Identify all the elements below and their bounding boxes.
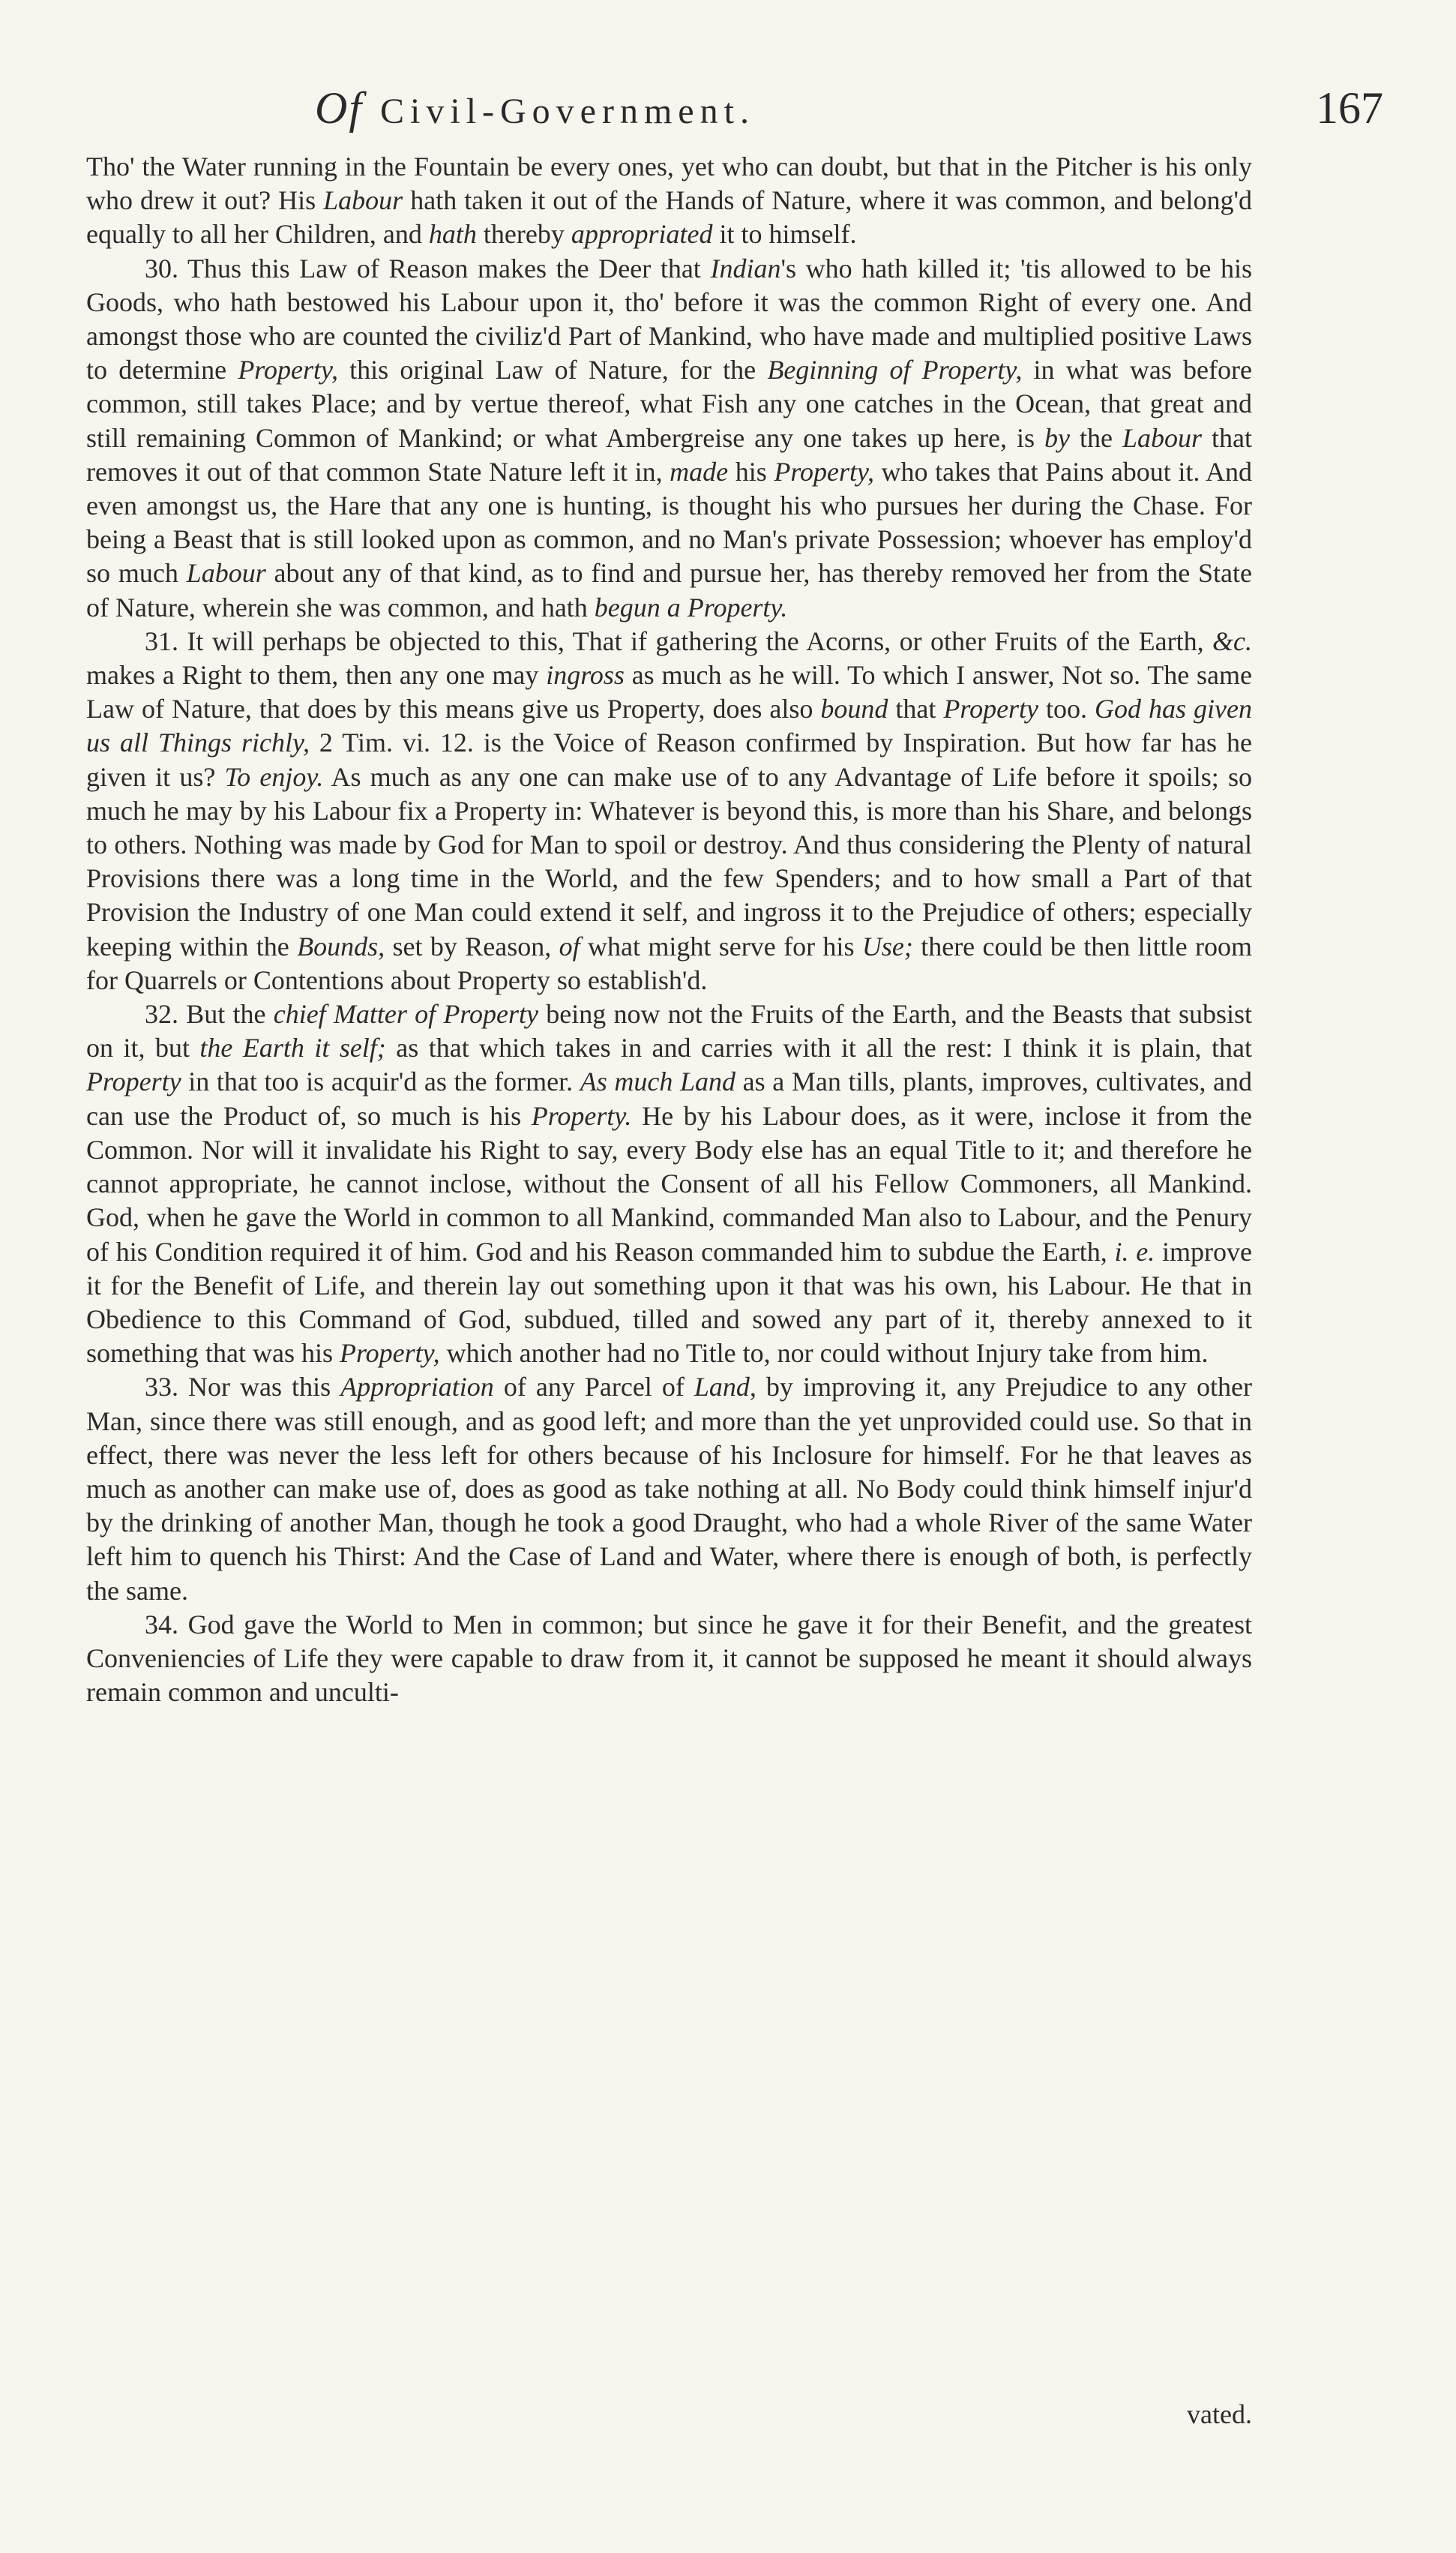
italic-text: the Earth it self; <box>199 1033 386 1064</box>
text-run: that <box>888 694 944 724</box>
text-run: set by Reason, <box>385 931 559 962</box>
italic-text: To enjoy. <box>224 761 324 792</box>
text-run: being now not the Fruits of the Earth, and the Beasts that subsist on it, but <box>86 999 1252 1064</box>
text-run: it to himself. <box>712 219 857 250</box>
italic-text: Indian <box>710 253 781 284</box>
body-text <box>86 150 1252 1709</box>
italic-text: Land, <box>694 1372 756 1402</box>
italic-text: made <box>670 456 729 487</box>
text-run: this original Law of Nature, for the <box>337 355 768 386</box>
text-run: what might serve for his <box>580 931 862 962</box>
text-run: by improving it, any Prejudice to any other Man, since there was still enough, and as good left; and more than the yet unprovided could use. So that in effect, there was never the less left for others because of his Inclosure for himself. For he that leaves as much as another can make use of, does as good as take nothing at all. No Body could think himself injur'd by the drinking of another Man, though he took a good Draught, who had a whole River of the same Water left him to quench his Thirst: And the Case of Land and Water, where there is enough of both, is perfectly the same. <box>86 1372 1253 1606</box>
text-run: 30. Thus this Law of Reason makes the Deer that <box>145 253 711 284</box>
text-run: as much as he will. To which I answer, Not so. The same Law of Nature, that does by this means give us Property, does also <box>86 660 1252 724</box>
running-title <box>315 82 755 134</box>
italic-text: by <box>1044 422 1071 453</box>
text-run: in that too is acquir'd as the former. <box>181 1066 580 1097</box>
text-run: 34. God gave the World to Men in common; but since he gave it for their Benefit, and the greatest Conveniencies of Life they were capable to draw from it, it cannot be supposed he meant it should always remain common and unculti- <box>86 1609 1252 1708</box>
italic-text: i. e. <box>1114 1236 1155 1267</box>
page-number: 167 <box>1316 83 1383 133</box>
text-run: improve it for the Benefit of Life, and therein lay out something upon it that was his own, his Labour. He that in Obedience to this Command of God, subdued, tilled and sowed any part of it, thereby annexed to it something that was his <box>86 1236 1252 1369</box>
text-run: too. <box>1038 694 1095 724</box>
paragraph <box>86 625 1252 998</box>
paragraph <box>86 252 1252 625</box>
italic-text: &c. <box>1212 626 1252 656</box>
text-run: 2 Tim. vi. 12. is the Voice of Reason confirmed by Inspiration. But how far has he given it us? <box>86 728 1253 792</box>
text-run: Tho' the Water running in the Fountain be every ones, yet who can doubt, but that in the Pitcher is his only who drew it out? His <box>86 152 1252 216</box>
italic-text: Use; <box>861 931 913 962</box>
text-run: thereby <box>476 219 571 250</box>
italic-text: Labour <box>186 558 266 589</box>
italic-text: Property, <box>339 1338 440 1369</box>
italic-text: Beginning of Property, <box>767 355 1023 386</box>
italic-text: bound <box>820 694 888 724</box>
text-run: in what was before common, still takes Place; and by vertue thereof, what Fish any one catches in the Ocean, that great and still remaining Common of Mankind; or what Ambergreise any one takes up here, is <box>86 355 1252 453</box>
paragraph <box>86 150 1252 252</box>
running-title-text: Civil-Government. <box>380 92 755 131</box>
text-run: that removes it out of that common State Nature left it in, <box>86 422 1253 487</box>
text-run: which another had no Title to, nor could without Injury take from him. <box>439 1338 1209 1369</box>
text-run: there could be then little room for Quarrels or Contentions about Property so establish'd. <box>86 931 1252 995</box>
text-run: as a Man tills, plants, improves, cultivates, and can use the Product of, so much is his <box>86 1066 1253 1131</box>
paragraph <box>86 998 1252 1370</box>
text-run: makes a Right to them, then any one may <box>86 660 547 691</box>
running-title-of: Of <box>315 83 363 133</box>
text-run: the <box>1070 422 1122 453</box>
text-run: He by his Labour does, as it were, inclose it from the Common. Nor will it invalidate his Right to say, every Body else has an equal Title to it; and therefore he cannot appropriate, he cannot inclose, without the Consent of all his Fellow Commoners, all Mankind. God, when he gave the World in common to all Mankind, commanded Man also to Labour, and the Penury of his Condition required it of him. God and his Reason commanded him to subdue the Earth, <box>86 1100 1253 1267</box>
text-run: his <box>728 456 774 487</box>
italic-text: Property <box>943 694 1039 724</box>
italic-text: Labour <box>1122 422 1203 453</box>
italic-text: Property, <box>238 355 338 386</box>
italic-text: ingross <box>546 660 625 691</box>
italic-text: As much Land <box>580 1066 736 1097</box>
italic-text: hath <box>428 219 477 250</box>
italic-text: of <box>559 931 580 962</box>
italic-text: Property <box>86 1066 181 1097</box>
text-run: as that which takes in and carries with it all the rest: I think it is plain, that <box>385 1033 1252 1064</box>
paragraph <box>86 1608 1252 1710</box>
page-header <box>0 75 1456 158</box>
italic-text: Property, <box>774 456 874 487</box>
text-run: As much as any one can make use of to any Advantage of Life before it spoils; so much he may by his Labour fix a Property in: Whatever is beyond this, is more than his Share, and belongs to others. Nothing was made by God for Man to spoil or destroy. And thus considering the Plenty of natural Provisions there was a long time in the World, and the few Spenders; and to how small a Part of that Provision the Industry of one Man could extend it self, and ingross it to the Prejudice of others; especially keeping within the <box>86 761 1252 962</box>
italic-text: Bounds, <box>297 931 385 962</box>
text-run: 31. It will perhaps be objected to this, That if gathering the Acorns, or other Fruits of the Earth, <box>145 626 1213 656</box>
italic-text: Appropriation <box>340 1372 494 1402</box>
text-run: 33. Nor was this <box>145 1372 341 1402</box>
italic-text: Labour <box>323 185 403 216</box>
italic-text: God has given us all Things richly, <box>86 694 1253 758</box>
italic-text: appropriated <box>571 219 713 250</box>
italic-text: chief Matter of Property <box>273 999 539 1030</box>
text-run: hath taken it out of the Hands of Nature, where it was common, and belong'd equally to all her Children, and <box>86 185 1252 250</box>
italic-text: Property. <box>531 1100 632 1131</box>
paragraph <box>86 1370 1252 1607</box>
text-run: 's who hath killed it; 'tis allowed to be his Goods, who hath bestowed his Labour upon it, tho' before it was the common Right of every one. And amongst those who are counted the civiliz'd Part of Mankind, who have made and multiplied positive Laws to determine <box>86 253 1253 386</box>
text-run: about any of that kind, as to find and pursue her, has thereby removed her from the State of Nature, wherein she was common, and hath <box>86 558 1252 622</box>
text-run: who takes that Pains about it. And even amongst us, the Hare that any one is hunting, is thought his who pursues her during the Chase. For being a Beast that is still looked upon as common, and no Man's private Possession; whoever has employ'd so much <box>86 456 1252 589</box>
italic-text: begun a Property. <box>594 592 788 622</box>
catchword: vated. <box>1187 2399 1252 2429</box>
text-run: 32. But the <box>145 999 274 1030</box>
text-run: of any Parcel of <box>493 1372 694 1402</box>
